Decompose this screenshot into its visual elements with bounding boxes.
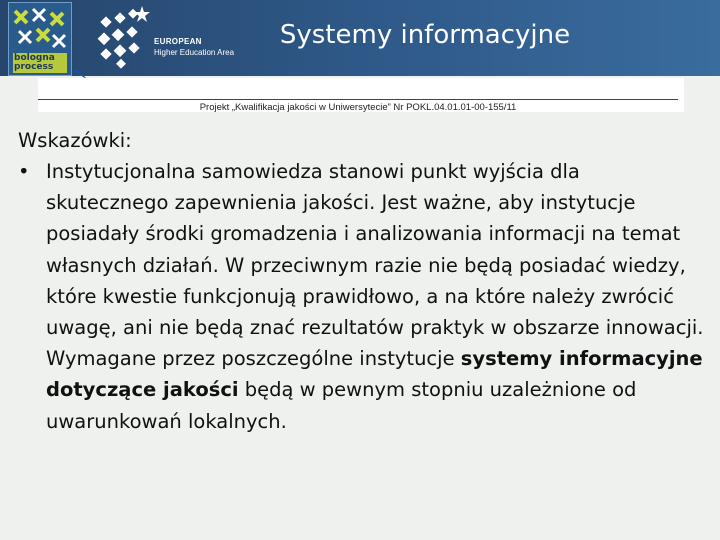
ehea-title: EUROPEAN [154,37,202,46]
project-reference: Projekt „Kwalifikacja jakości w Uniwersytecie” Nr POKL.04.01.01-00-155/11 [199,102,517,113]
paragraph-text-start: Instytucjonalna samowiedza stanowi punkt wyjścia dla skutecznego zapewnienia jakości. Jest ważne, aby instytucje posiadały środki gromadzenia i analizowania informacji na temat własnych działań. W przeciwnym razie nie będą posiadać wiedzy, które kwestie funkcjonują prawidłowo, a na które należy zwrócić uwagę, ani nie będą znać rezultatów praktyk w obszarze innowacji. Wymagane przez poszczególne instytucje [46,160,704,371]
paragraph-text-bold: systemy informacyjne dotyczące jakości [46,347,703,402]
bullet-symbol: • [18,160,30,183]
ehea-subtitle: Higher Education Area [154,48,235,57]
bologna-stars-icon [11,5,69,55]
bologna-logo-label: bologna process [13,53,67,73]
ehea-logo-text [154,36,234,58]
bologna-process-logo [8,2,72,76]
project-banner [38,78,684,112]
project-divider [38,99,678,100]
paragraph-text-end: będą w pewnym stopniu uzależnione od uwarunkowań lokalnych. [46,378,637,433]
slide-content [18,126,708,437]
hints-heading: Wskazówki: [18,129,132,152]
ehea-stars-icon [94,4,154,72]
slide-title: Systemy informacyjne [279,20,571,50]
slide-header [0,0,720,76]
bullet-list [18,156,708,437]
bullet-item [18,156,708,437]
